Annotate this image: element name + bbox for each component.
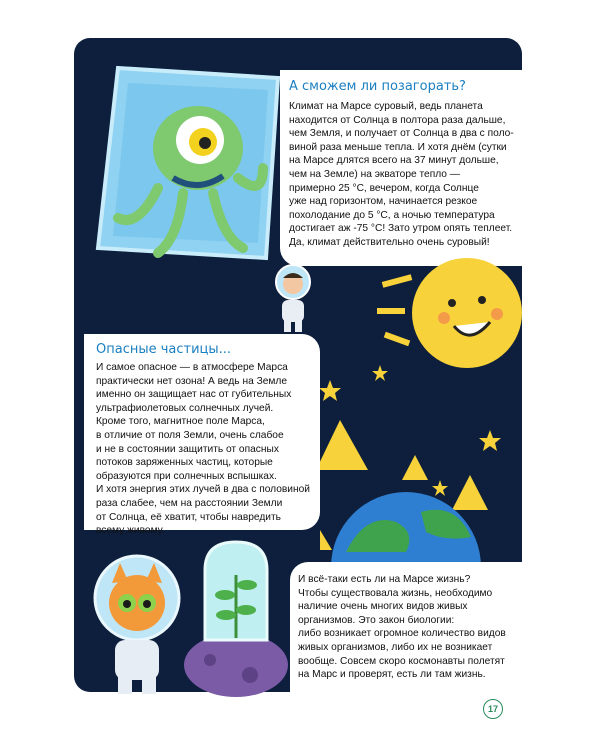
text-line: похолодание до 5 °С, а ночью температура	[289, 209, 495, 221]
text-line: Кроме того, магнитное поле Марса,	[96, 416, 265, 428]
text-line: в отличие от поля Земли, очень слабое	[96, 429, 284, 441]
star-icon	[372, 365, 388, 381]
cat-astronaut-illustration	[82, 548, 192, 698]
climate-heading: А сможем ли позагорать?	[289, 79, 466, 94]
text-line: Чтобы существовала жизнь, необходимо	[298, 587, 493, 599]
text-line: И самое опасное — в атмосфере Марса	[96, 362, 288, 373]
text-line: на Марс и проверят, есть ли там жизнь.	[298, 669, 486, 681]
star-icon	[479, 430, 501, 451]
text-line: либо возникает огромное количество видов	[298, 628, 506, 640]
text-line: Климат на Марсе суровый, ведь планета	[289, 101, 483, 112]
text-line: чем на Земле) на экваторе тепло —	[289, 168, 460, 180]
alien-in-ice-illustration	[88, 58, 288, 288]
text-line: и не в состоянии защитить от опасных	[96, 443, 279, 455]
text-line: Да, климат действительно очень суровый!	[289, 236, 490, 248]
earth-illustration	[326, 492, 486, 567]
text-line: ультрафиолетовых солнечных лучей.	[96, 402, 274, 414]
life-paragraph	[298, 573, 506, 682]
star-icon	[320, 380, 341, 401]
text-line: вообще. Совсем скоро космонавты полетят	[298, 655, 505, 667]
text-line: наличие очень многих видов живых	[298, 601, 468, 613]
climate-paragraph	[289, 100, 514, 250]
particles-paragraph	[96, 361, 310, 538]
text-line: И хотя энергия этих лучей в два с половиной	[96, 484, 310, 496]
text-line: И всё-таки есть ли на Марсе жизнь?	[298, 574, 471, 585]
text-line: уже над горизонтом, начинается резкое	[289, 196, 478, 208]
particles-heading: Опасные частицы...	[96, 342, 232, 357]
text-line: достигает аж -75 °С! Зато утром опять теплеет.	[289, 223, 513, 235]
radiation-triangle-icon	[402, 455, 428, 480]
text-line: всему живому.	[96, 525, 165, 537]
radiation-triangle-icon	[320, 420, 368, 470]
text-line: раза слабее, чем на расстоянии Земли	[96, 497, 283, 509]
text-line: от Солнца, её хватит, чтобы навредить	[96, 511, 281, 523]
page-number: 17	[483, 699, 503, 719]
text-line: потоков заряженных частиц, которые	[96, 457, 273, 469]
text-line: находится от Солнца в полтора раза дальше,	[289, 114, 506, 126]
astronaut-kid-illustration	[268, 262, 318, 334]
text-line: образуются при солнечных вспышках.	[96, 470, 277, 482]
text-line: живых организмов, либо их не возникает	[298, 641, 493, 653]
plant-jar-illustration	[180, 530, 292, 700]
text-line: виной раза меньше тепла. И хотя днём (сутки	[289, 141, 507, 153]
text-line: именно он защищает нас от губительных	[96, 389, 292, 401]
text-line: организмов. Это закон биологии:	[298, 614, 455, 626]
text-line: чем Земля, и получает от Солнца в два с поло-	[289, 128, 514, 140]
text-line: примерно 25 °С, вечером, когда Солнце	[289, 182, 479, 194]
text-line: на Марсе длятся всего на 37 минут дольше,	[289, 155, 499, 167]
text-line: практически нет озона! А ведь на Земле	[96, 375, 287, 387]
